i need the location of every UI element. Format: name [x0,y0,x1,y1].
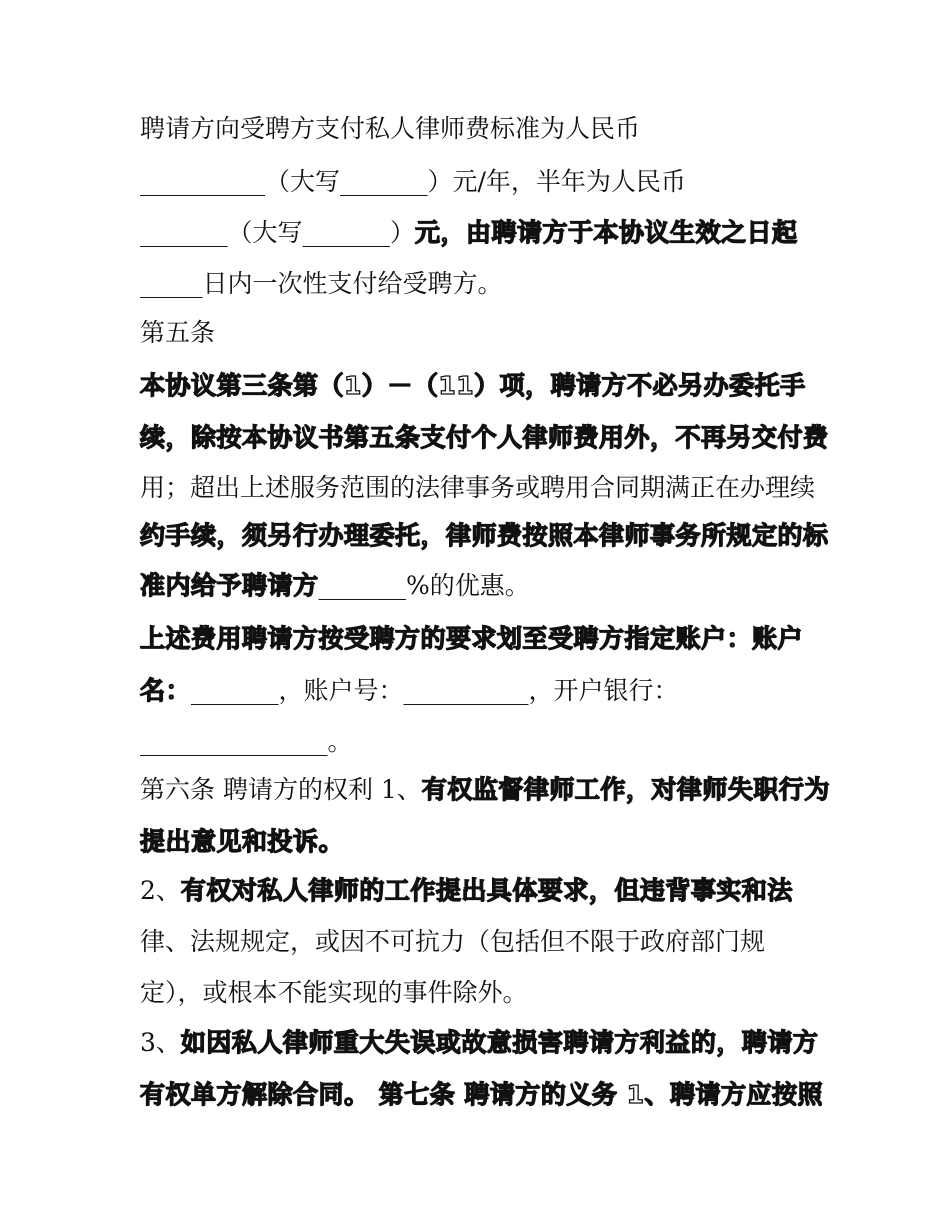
text-run: 3、 [140,1028,181,1057]
text-run: _______%的优惠。 [318,571,530,600]
text-run: 有权单方解除合同。 第七条 聘请方的义务 1、聘请方应按照 [140,1080,824,1109]
text-line [140,978,528,1008]
text-run: 续，除按本协议书第五条支付个人律师费用外，不再另交付费 [140,423,829,452]
text-run: 准内给予聘请方 [140,571,319,600]
text-run: 第五条 [140,318,216,347]
text-run: _______________。 [140,727,353,756]
text-line [140,1080,823,1110]
text-line [140,371,806,401]
text-run: __________（大写_______）元/年，半年为人民币 [140,167,686,196]
text-run: 有权对私人律师的工作提出具体要求，但违背事实和法 [180,876,793,905]
text-line [140,676,679,706]
text-run: 本协议第三条第（1）－（11）项，聘请方不必另办委托手 [140,371,806,400]
text-line [140,775,830,805]
text-run: 定），或根本不能实现的事件除外。 [140,978,528,1007]
text-line [140,269,503,299]
text-run: 元，由聘请方于本协议生效之日起 [415,218,798,247]
text-run: _______（大写_______） [140,218,416,247]
text-line [140,571,530,601]
text-run: 律、法规规定，或因不可抗力（包括但不限于政府部门规 [140,927,766,956]
text-line [140,1028,818,1058]
text-run: _______，账户号：__________，开户银行： [191,676,679,705]
text-line [140,876,793,906]
text-line [140,114,640,144]
text-run: _____日内一次性支付给受聘方。 [140,269,503,298]
text-line [140,423,829,453]
text-line [140,624,803,654]
text-run: 如因私人律师重大失误或故意损害聘请方利益的，聘请方 [180,1028,819,1057]
text-run: 2、 [140,876,181,905]
text-run: 有权监督律师工作，对律师失职行为 [421,775,830,804]
text-line [140,827,344,857]
text-line [140,218,798,248]
text-line [140,727,353,757]
text-line [140,521,829,551]
text-run: 提出意见和投诉。 [140,827,345,856]
text-run: 第六条 聘请方的权利 1、 [140,775,422,804]
text-line [140,167,686,197]
text-line [140,927,765,957]
text-run: 上述费用聘请方按受聘方的要求划至受聘方指定账户：账户 [140,624,804,653]
text-run: 用；超出上述服务范围的法律事务或聘用合同期满正在办理续 [140,473,816,502]
text-run: 聘请方向受聘方支付私人律师费标准为人民币 [140,114,641,143]
text-line [140,473,815,503]
text-run: 名： [140,676,192,705]
text-run: 约手续，须另行办理委托，律师费按照本律师事务所规定的标 [140,521,829,550]
section-heading [140,318,215,348]
